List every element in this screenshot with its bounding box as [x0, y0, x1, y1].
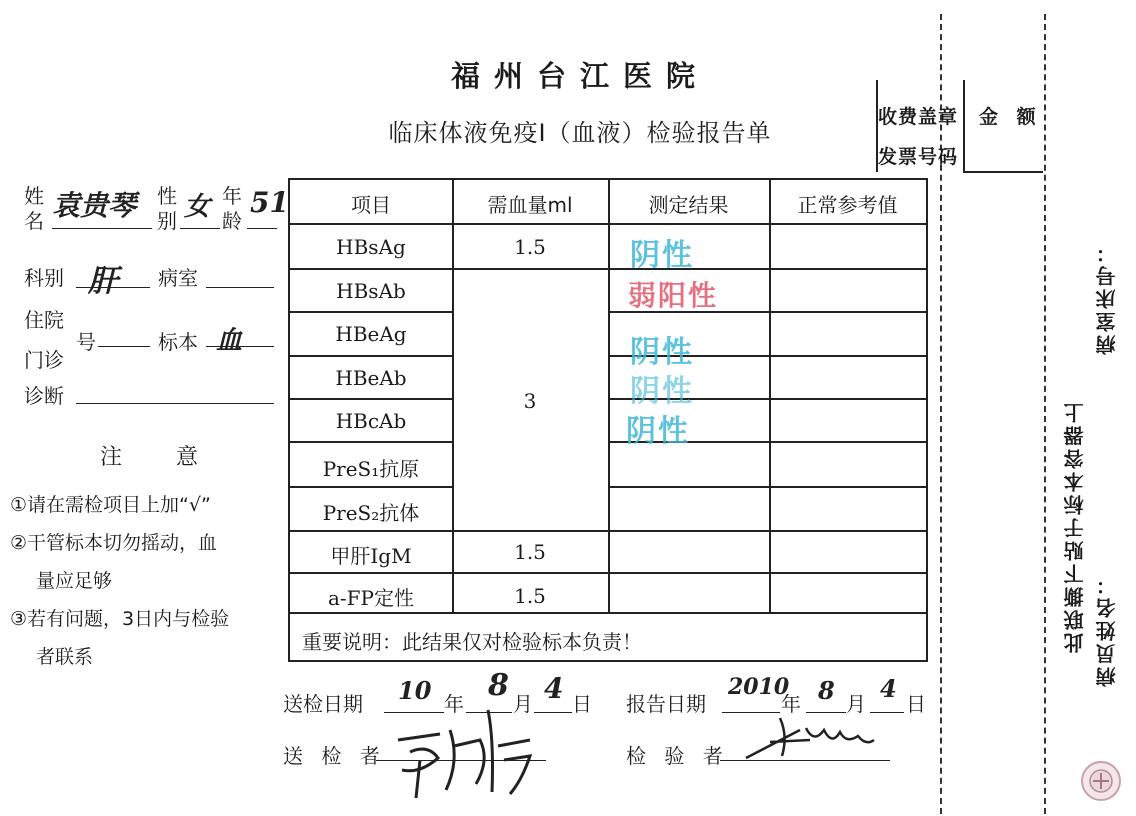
report-title: 临床体液免疫I（血液）检验报告单 — [388, 119, 772, 147]
header-row-divider — [290, 223, 926, 225]
row-item-pres2: PreS₂抗体 — [322, 501, 420, 525]
results-table — [288, 178, 928, 662]
sex-underline — [180, 228, 220, 229]
age-value: 51 — [250, 186, 289, 219]
fee-box-divider — [963, 80, 965, 172]
specimen-attach-instruction: 此联撕下贴于标本容器上 — [1063, 400, 1087, 653]
examiner-signature — [740, 700, 890, 770]
row-item-hbeab: HBeAb — [335, 366, 407, 390]
amount-label: 金 额 — [979, 106, 1042, 128]
hospital-name: 福州台江医院 — [450, 59, 709, 93]
row-volume-hbsag: 1.5 — [514, 235, 546, 259]
report-month-unit: 月 — [846, 692, 866, 716]
sex-value: 女 — [184, 192, 211, 222]
age-label-top: 年 — [222, 184, 242, 208]
number-label: 号 — [76, 330, 96, 354]
row-divider-6b — [608, 486, 926, 488]
result-stamp-hbeab: 阴性 — [630, 374, 694, 409]
note-item-2-cont: 量应足够 — [36, 570, 113, 592]
specimen-underline — [206, 346, 274, 347]
report-month: 8 — [818, 676, 835, 705]
note-item-3: ③若有问题，3日内与检验 — [10, 608, 230, 630]
submitter-signature — [380, 700, 550, 800]
result-stamp-hbsag: 阴性 — [630, 238, 694, 273]
dept-value: 肝 — [88, 264, 118, 299]
submit-date-label: 送检日期 — [283, 692, 363, 716]
age-label-bottom: 龄 — [222, 209, 242, 233]
col-divider-3 — [769, 180, 771, 612]
row-item-hbsab: HBsAb — [336, 279, 406, 303]
row-volume-hav-igm: 1.5 — [514, 540, 546, 564]
specimen-value: 血 — [216, 326, 243, 356]
row-item-hav-igm: 甲肝IgM — [330, 544, 412, 568]
sex-label-bottom: 别 — [157, 209, 177, 233]
name-underline — [52, 228, 152, 229]
invoice-number-label: 发票号码 — [878, 146, 959, 168]
tear-line-left — [940, 14, 942, 814]
fee-box-bottom-border — [963, 171, 1043, 173]
seal-logo — [1080, 760, 1122, 802]
row-item-hbsag: HBsAg — [336, 235, 406, 259]
patient-name-strip-label: 病员姓名： — [1095, 572, 1119, 687]
row-divider-4a — [290, 398, 452, 400]
fee-stamp-label: 收费盖章 — [878, 106, 959, 128]
examiner-label: 检 验 者 — [626, 744, 729, 768]
row-divider-2a — [290, 311, 452, 313]
note-item-3-cont: 者联系 — [36, 646, 94, 668]
name-label-top: 姓 — [24, 184, 44, 208]
diagnosis-underline — [76, 403, 274, 404]
submit-day: 4 — [544, 672, 564, 705]
row-divider-3a — [290, 355, 452, 357]
row-volume-afp: 1.5 — [514, 584, 546, 608]
row-divider-1 — [290, 268, 926, 270]
admission-label: 住院 — [24, 308, 64, 332]
report-year-unit: 年 — [781, 692, 801, 716]
name-label-bottom: 名 — [24, 209, 44, 233]
header-reference: 正常参考值 — [797, 193, 898, 217]
report-day-unit: 日 — [906, 692, 926, 716]
merged-volume: 3 — [523, 389, 537, 413]
report-day: 4 — [880, 674, 897, 703]
tear-line-right — [1044, 14, 1046, 814]
submit-day-unit: 日 — [572, 692, 592, 716]
row-item-afp: a-FP定性 — [327, 586, 414, 610]
result-stamp-hbsab: 弱阳性 — [628, 279, 719, 312]
row-item-pres1: PreS₁抗原 — [322, 457, 420, 481]
age-underline — [247, 228, 277, 229]
col-divider-2 — [608, 180, 610, 612]
ward-label: 病室 — [158, 266, 198, 290]
header-item: 项目 — [351, 193, 391, 217]
diagnosis-label: 诊断 — [24, 384, 64, 408]
patient-name-value: 袁贵琴 — [52, 189, 137, 222]
specimen-label: 标本 — [158, 330, 198, 354]
header-volume: 需血量ml — [487, 193, 573, 217]
bed-number-label: 病室床号： — [1095, 240, 1119, 355]
result-stamp-hbeag: 阴性 — [630, 335, 694, 370]
important-note: 重要说明：此结果仅对检验标本负责！ — [302, 630, 642, 654]
sex-label-top: 性 — [157, 184, 177, 208]
submit-year-unit: 年 — [444, 692, 464, 716]
ward-underline — [206, 287, 274, 288]
report-date-label: 报告日期 — [626, 692, 706, 716]
outpatient-label: 门诊 — [24, 348, 64, 372]
result-stamp-hbcab: 阴性 — [626, 414, 690, 449]
notes-title: 注 意 — [100, 445, 215, 470]
note-item-1: ①请在需检项目上加“√” — [10, 494, 211, 516]
submit-month-unit: 月 — [513, 692, 533, 716]
row-divider-6a — [290, 486, 452, 488]
row-divider-9 — [290, 612, 926, 614]
row-divider-7 — [290, 530, 926, 532]
row-divider-5a — [290, 441, 452, 443]
header-result: 测定结果 — [648, 193, 729, 217]
dept-underline — [76, 287, 150, 288]
row-item-hbeag: HBeAg — [335, 322, 407, 346]
dept-label: 科别 — [24, 266, 64, 290]
row-item-hbcab: HBcAb — [335, 409, 407, 433]
row-divider-8 — [290, 572, 926, 574]
report-year: 2010 — [728, 674, 790, 700]
note-item-2: ②干管标本切勿摇动，血 — [10, 532, 218, 554]
submitter-label: 送 检 者 — [283, 744, 386, 768]
submit-month: 8 — [488, 668, 509, 703]
submit-year: 10 — [398, 676, 432, 705]
number-underline — [98, 346, 150, 347]
